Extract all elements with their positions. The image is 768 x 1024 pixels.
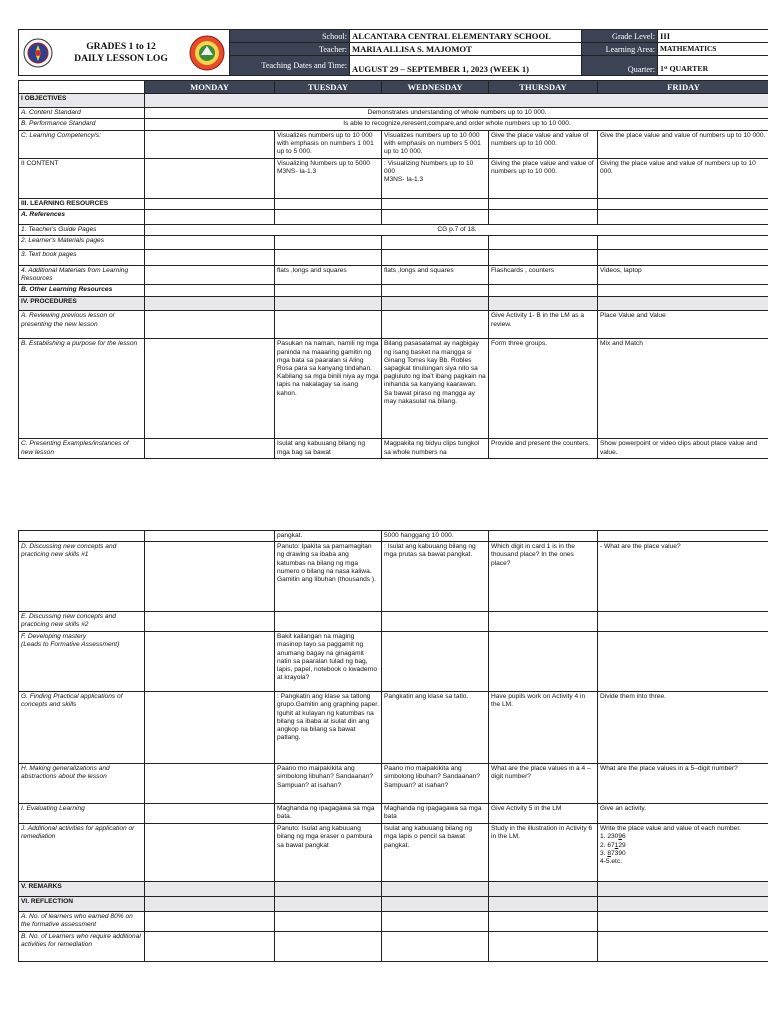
procedure-b-label: B. Establishing a purpose for the lesson [19,339,145,439]
school-value: ALCANTARA CENTRAL ELEMENTARY SCHOOL [350,30,582,43]
competency-friday: Give the place value and value of numbers up to 10 000. [598,130,768,158]
procedure-d-wednesday: : Isulat ang kabuuang bilang ng mga prutas sa bawat pangkat. [382,542,489,612]
procedures-section-label: IV. PROCEDURES [19,297,145,311]
procedure-a-friday: Place Value and Value [598,311,768,339]
procedure-d-friday: - What are the place value? [598,542,768,612]
procedure-c-label: C. Presenting Examples/instances of new lesson [19,439,145,459]
procedure-b-friday: Mix and Match [598,339,768,439]
procedure-d-label: D. Discussing new concepts and practicing new skills #1 [19,542,145,612]
other-resources-label: B. Other Learning Resources [19,285,145,297]
day-tuesday: TUESDAY [275,81,382,94]
procedure-c-tuesday-cont: pangkat. [275,531,382,542]
objectives-section-row [19,94,768,108]
content-standard-value: Demonstrates understanding of whole numbers up to 10 000. [145,108,768,119]
procedure-c-wednesday-cont: 5000 hanggang 10 000. [382,531,489,542]
procedure-c-friday: Show powerpoint or video clips about place value and value. [598,439,768,459]
procedure-h-thursday: What are the place values in a 4 –digit number? [489,764,598,804]
procedure-h-wednesday: Paano mo maipakikita ang simbolong libuhan? Sandaanan? Sampuan? at isahan? [382,764,489,804]
procedure-h-friday: What are the place values in a 5–digit number? [598,764,768,804]
procedure-g-wednesday: Pangkatin ang klase sa tatlo. [382,692,489,764]
deped-seal-icon [23,38,53,68]
procedure-a-thursday: Give Activity 1- B in the LM as a review. [489,311,598,339]
content-wednesday: : Visualizing Numbers up to 10 000 M3NS- Ia-1.3 [382,158,489,198]
procedure-j-friday-item-4: 4-5.etc. [600,858,622,866]
procedure-j-friday-item-1: 1. 23096 [600,833,626,841]
remarks-row [19,882,768,897]
procedure-i-label: I. Evaluating Learning [19,804,145,824]
school-seal-icon [189,35,225,71]
resources-section-label: III. LEARNING RESOURCES [19,198,145,209]
procedure-f-tuesday: Bakit kailangan na maging masinop tayo sa paggamit ng anumang bagay na ginagamit natin sa paaralan tulad ng bag, lapis, papel, notebook o kwaderno at krayola? [275,632,382,692]
procedure-b-wednesday: Bilang pasasalamat ay nagbigay ng isang basket na mangga si Ginang Torres kay Bb. Robles sapagkat tinulungan siya nito sa pagluluto ng iba't ibang pagkain na inihanda sa kanyang kaarawan. Sa bawat piraso ng mangga ay may nakasulat na bilang. [382,339,489,439]
competency-wednesday: Visualizes numbers up to 10 000 with emphasis on numbers 5 001 up to 10 000. [382,130,489,158]
teacher-value: MARIA ALLISA S. MAJOMOT [350,43,582,56]
procedure-f-label: F. Developing mastery (Leads to Formative Assessment) [19,632,145,692]
additional-materials-label: 4. Additional Materials from Learning Resources [19,266,145,285]
content-label: II CONTENT [19,158,145,198]
objectives-section-label: I OBJECTIVES [19,94,145,108]
remarks-label: V. REMARKS [19,882,145,897]
competency-label: C. Learning Competency/s: [19,130,145,158]
procedure-g-label: G. Finding Practical applications of concepts and skills [19,692,145,764]
quarter-value: 1st QUARTER [658,56,768,76]
learning-area-label: Learning Area: [582,43,658,56]
reflection-b-label: B. No. of Learners who require additional activities for remediation [19,932,145,962]
school-label: School: [230,30,350,43]
content-thursday: Giving the place value and value of numbers up to 10 000. [489,158,598,198]
teaching-dates-value: AUGUST 29 – SEPTEMBER 1, 2023 (WEEK 1) [350,56,582,76]
reflection-row [19,897,768,912]
performance-standard-value: Is able to recognize,reresent,compare,and order whole numbers up to 10 000. [145,119,768,130]
teaching-dates-label: Teaching Dates and Time: [230,56,350,76]
procedure-j-wednesday: Isulat ang kabuuang bilang ng mga lapis o pencil sa bawat pangkat. [382,824,489,882]
procedure-g-thursday: Have pupils work on Activity 4 in the LM. [489,692,598,764]
reflection-label: VI. REFLECTION [19,897,145,912]
procedure-j-label: J. Additional activities for application or remediation [19,824,145,882]
lesson-log-page-1 [18,29,768,459]
content-friday: Giving the place value and value of numbers up to 10 000. [598,158,768,198]
day-header-row [19,81,768,94]
additional-materials-thursday: Flashcards , counters [489,266,598,285]
quarter-label: Quarter: [582,56,658,76]
procedure-b-thursday: Form three groups. [489,339,598,439]
procedure-c-tuesday: Isulat ang kabuuang bilang ng mga bag sa bawat [275,439,382,459]
teacher-label: Teacher: [230,43,350,56]
header-title-cell [19,30,230,76]
teachers-guide-value: CG p.7 of 18. [145,224,768,235]
procedure-g-tuesday: : Pangkatin ang klase sa tatlong grupo.Gamitin ang graphing paper. Iguhit at kulayan ng katumbas na bilang sa ibaba at isulat din ang angkop na bilang sa bawat patlang. [275,692,382,764]
procedure-g-friday: Divide them into three. [598,692,768,764]
title-line-2: DAILY LESSON LOG [74,52,168,64]
procedure-j-friday-item-2: 2. 67129 [600,841,626,849]
competency-thursday: Give the place value and value of numbers up to 10 000. [489,130,598,158]
procedure-j-friday [598,824,768,882]
references-label: A. References [19,209,145,224]
day-monday: MONDAY [145,81,275,94]
procedure-i-thursday: Give Activity 5 in the LM [489,804,598,824]
performance-standard-label: B. Performance Standard [19,119,145,130]
procedure-h-tuesday: Paano mo maipakikita ang simbolong libuhan? Sandaanan? Sampuan? at isahan? [275,764,382,804]
procedure-c-thursday: Provide and present the counters. [489,439,598,459]
procedure-e-label: E. Discussing new concepts and practicing new skills #2 [19,612,145,632]
additional-materials-friday: Videos, laptop [598,266,768,285]
day-friday: FRIDAY [598,81,768,94]
procedure-a-label: A. Reviewing previous lesson or presenting the new lesson [19,311,145,339]
grade-level-value: III [658,30,768,43]
title-line-1: GRADES 1 to 12 [86,40,156,52]
procedure-b-tuesday: Pasukan na naman, namili ng mga paninda na maaaring gamitin ng mga bata sa paaralan si Aling Rosa para sa kanyang tindahan. Kabilang sa mga binili niya ay mga lapis na nakalagay sa isang kahon. [275,339,382,439]
lesson-table-1 [18,80,768,459]
day-thursday: THURSDAY [489,81,598,94]
procedure-j-friday-item-3: 3. 87390 [600,849,626,857]
teachers-guide-label: 1. Teacher's Guide Pages [19,224,145,235]
procedure-i-tuesday: Maghanda ng ipagagawa sa mga bata. [275,804,382,824]
learners-materials-label: 2. Learner's Materials pages [19,236,145,250]
competency-tuesday: Visualizes numbers up to 10 000 with emphasis on numbers 1 001 up to 5 000. [275,130,382,158]
procedure-j-tuesday: Panuto: Isulat ang kabuuang bilang ng mga eraser o pambura sa bawat pangkat [275,824,382,882]
additional-materials-wednesday: flats ,longs and squares [382,266,489,285]
procedure-j-friday-intro: Write the place value and value of each number. [600,825,741,833]
procedure-d-tuesday: Panuto: Ipakita sa pamamagitan ng drawing sa ibaba ang katumbas na bilang ng mga numero o bilang na nasa kaliwa. Gamitin ang libuhan (thousands ). [275,542,382,612]
reflection-a-label: A. No. of learners who earned 80% on the formative assessment [19,912,145,932]
procedure-i-wednesday: Maghanda ng ipagagawa sa mga bata [382,804,489,824]
procedure-d-thursday: Which digit in card 1 is in the thousand place? In the ones place? [489,542,598,612]
procedure-c-wednesday: Magpakita ng bidyu clips tungkol sa whole numbers na [382,439,489,459]
procedure-h-label: H. Making generalizations and abstractions about the lesson [19,764,145,804]
lesson-table-2 [18,530,768,962]
day-wednesday: WEDNESDAY [382,81,489,94]
additional-materials-tuesday: flats ,longs and squares [275,266,382,285]
procedure-j-thursday: Study in the illustration in Activity 6 in the LM. [489,824,598,882]
textbook-pages-label: 3. Text book pages [19,250,145,266]
procedures-section-row [19,297,768,311]
lesson-log-page-2 [18,530,768,962]
grade-level-label: Grade Level: [582,30,658,43]
procedure-i-friday: Give an activity. [598,804,768,824]
content-tuesday: Visualizing Numbers up to 5000 M3NS- Ia-1.3 [275,158,382,198]
content-standard-label: A. Content Standard [19,108,145,119]
header-table [18,29,768,76]
learning-area-value: MATHEMATICS [658,43,768,56]
